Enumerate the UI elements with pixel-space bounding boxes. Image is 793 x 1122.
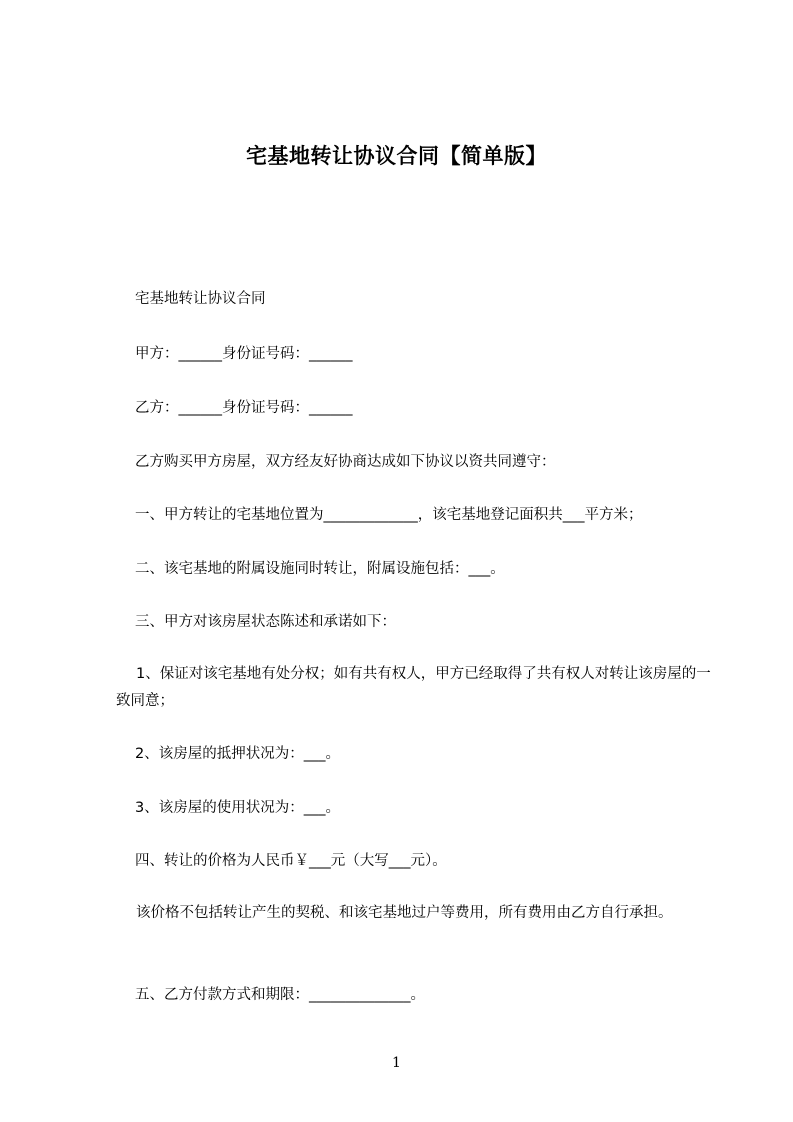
clause-3: 三、甲方对该房屋状态陈述和承诺如下： — [135, 614, 396, 630]
clause-3-item-2: 2、该房屋的抵押状况为：___。 — [135, 746, 340, 762]
document-subtitle: 宅基地转让协议合同 — [135, 291, 266, 307]
clause-5: 五、乙方付款方式和期限：______________。 — [135, 987, 425, 1003]
clause-4-note: 该价格不包括转让产生的契税、和该宅基地过户等费用，所有费用由乙方自行承担。 — [136, 905, 673, 921]
clause-3-item-1: 1、保证对该宅基地有处分权；如有共有权人，甲方已经取得了共有权人对转让该房屋的一致同意； — [116, 666, 711, 709]
party-b-line: 乙方：______身份证号码：______ — [135, 400, 353, 416]
clause-4: 四、转让的价格为人民币￥___元（大写___元）。 — [135, 853, 447, 869]
document-title: 宅基地转让协议合同【简单版】 — [246, 144, 547, 168]
intro-paragraph: 乙方购买甲方房屋，双方经友好协商达成如下协议以资共同遵守： — [135, 454, 556, 470]
page-number: 1 — [392, 1055, 401, 1071]
party-a-line: 甲方：______身份证号码：______ — [135, 346, 353, 362]
clause-3-item-3: 3、该房屋的使用状况为：___。 — [135, 800, 340, 816]
clause-1: 一、甲方转让的宅基地位置为_____________，该宅基地登记面积共___平方米； — [135, 507, 643, 523]
clause-2: 二、该宅基地的附属设施同时转让，附属设施包括：___。 — [135, 561, 505, 577]
